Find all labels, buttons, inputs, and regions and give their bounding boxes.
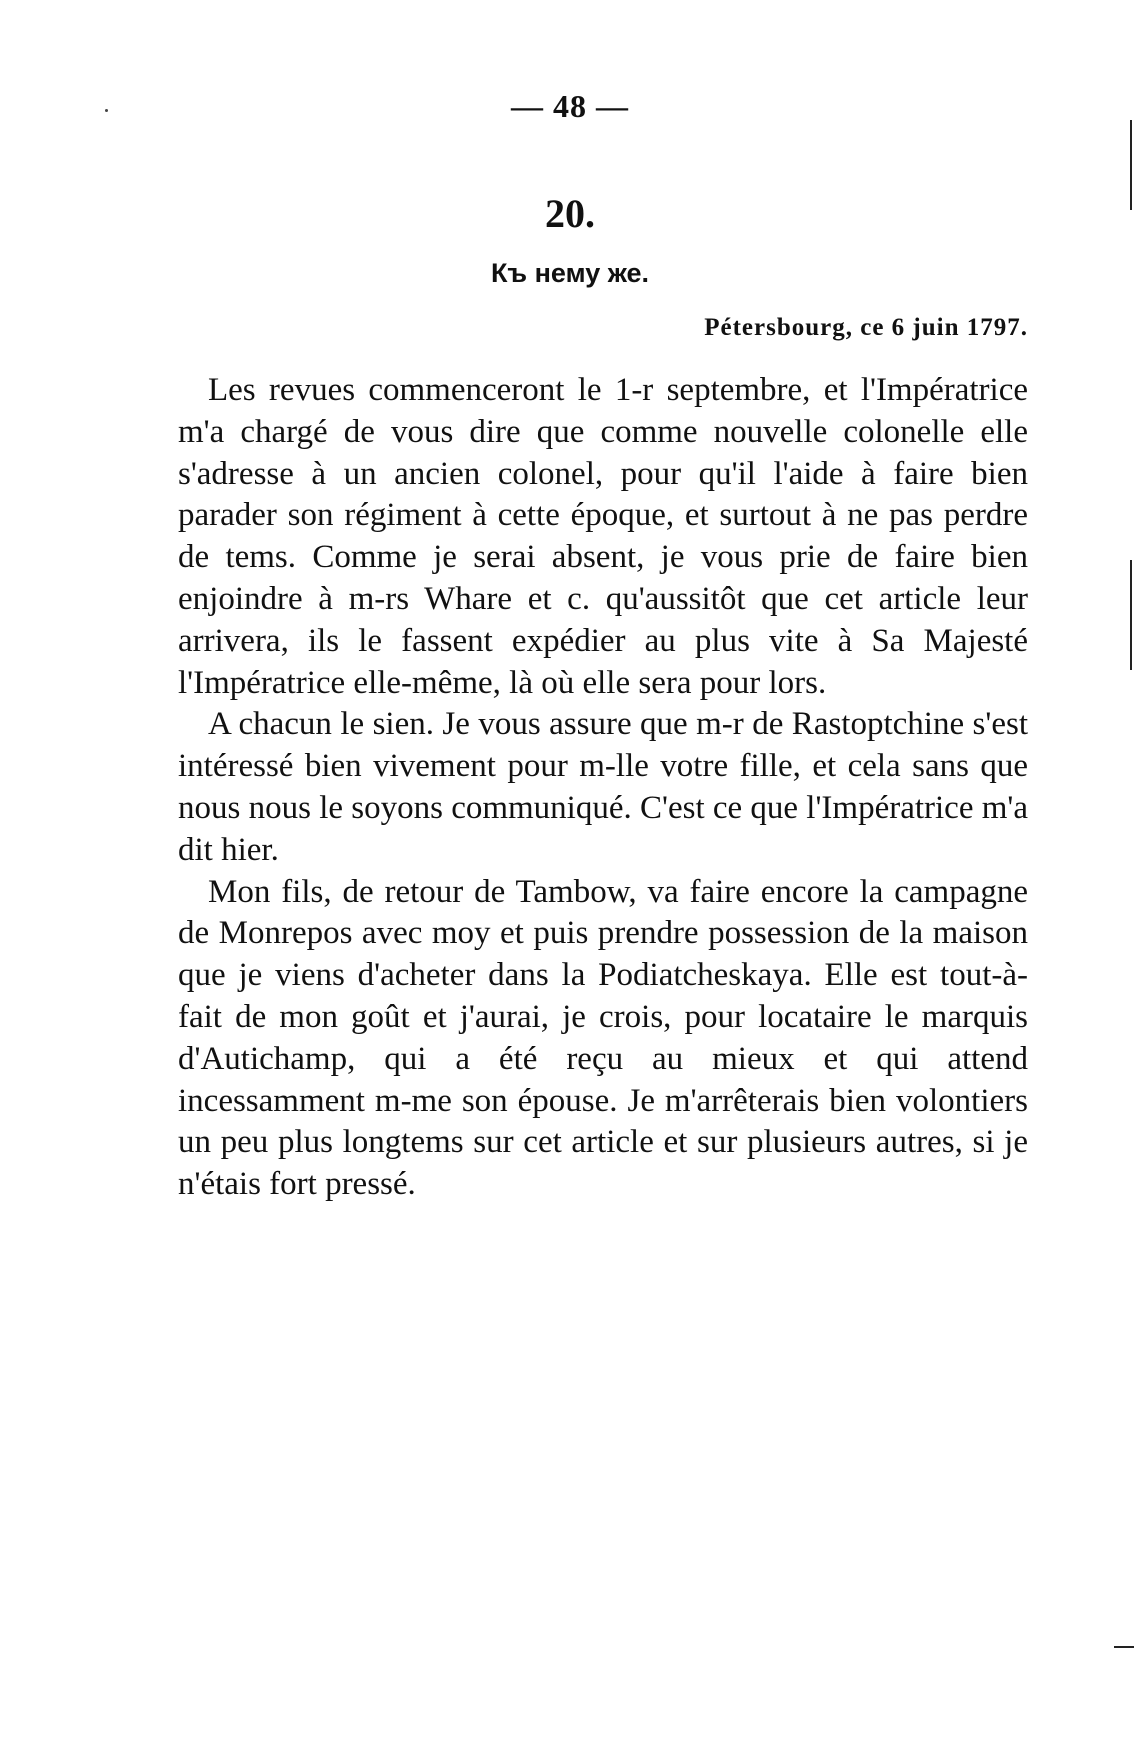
paragraph: Mon fils, de retour de Tambow, va faire encore la campagne de Monrepos avec moy et puis prendre possession de la maison que je viens d'acheter dans la Podiatcheskaya. Elle est tout-à-fait de mon goût et j'aurai, je crois, pour locataire le marquis d'Autichamp, qui a été reçu au mieux et qui attend incessamment m-me son épouse. Je m'arrêterais bien volontiers un peu plus longtems sur cet article et sur plusieurs autres, si je n'étais fort pressé. bbox=[178, 873, 1028, 1203]
letter-recipient: Къ нему же. bbox=[490, 258, 650, 288]
page-number: — 48 — bbox=[511, 88, 629, 124]
letter-dateline: Pétersbourg, ce 6 juin 1797. bbox=[704, 314, 1028, 341]
paragraph: A chacun le sien. Je vous assure que m-r de Rastoptchine s'est intéressé bien vivement pour m-lle votre fille, et cela sans que nous nous le soyons communiqué. C'est ce que l'Impératrice m'a dit hier. bbox=[178, 706, 1028, 868]
letter-body bbox=[178, 370, 1028, 1206]
letter-number: 20. bbox=[545, 191, 595, 236]
scan-edge-mark bbox=[1114, 1646, 1134, 1648]
paragraph: Les revues commenceront le 1-r septembre, et l'Impératrice m'a chargé de vous dire que comme nouvelle colonelle elle s'adresse à un ancien colonel, pour qu'il l'aide à faire bien parader son régiment à cette époque, et surtout à ne pas perdre de tems. Comme je serai absent, je vous prie de faire bien enjoindre à m-rs Whare et c. qu'aussitôt que cet article leur arrivera, ils le fassent expédier au plus vite à Sa Majesté l'Impératrice elle-même, là où elle sera pour lors. bbox=[178, 372, 1028, 701]
scan-edge-mark bbox=[1130, 560, 1132, 670]
